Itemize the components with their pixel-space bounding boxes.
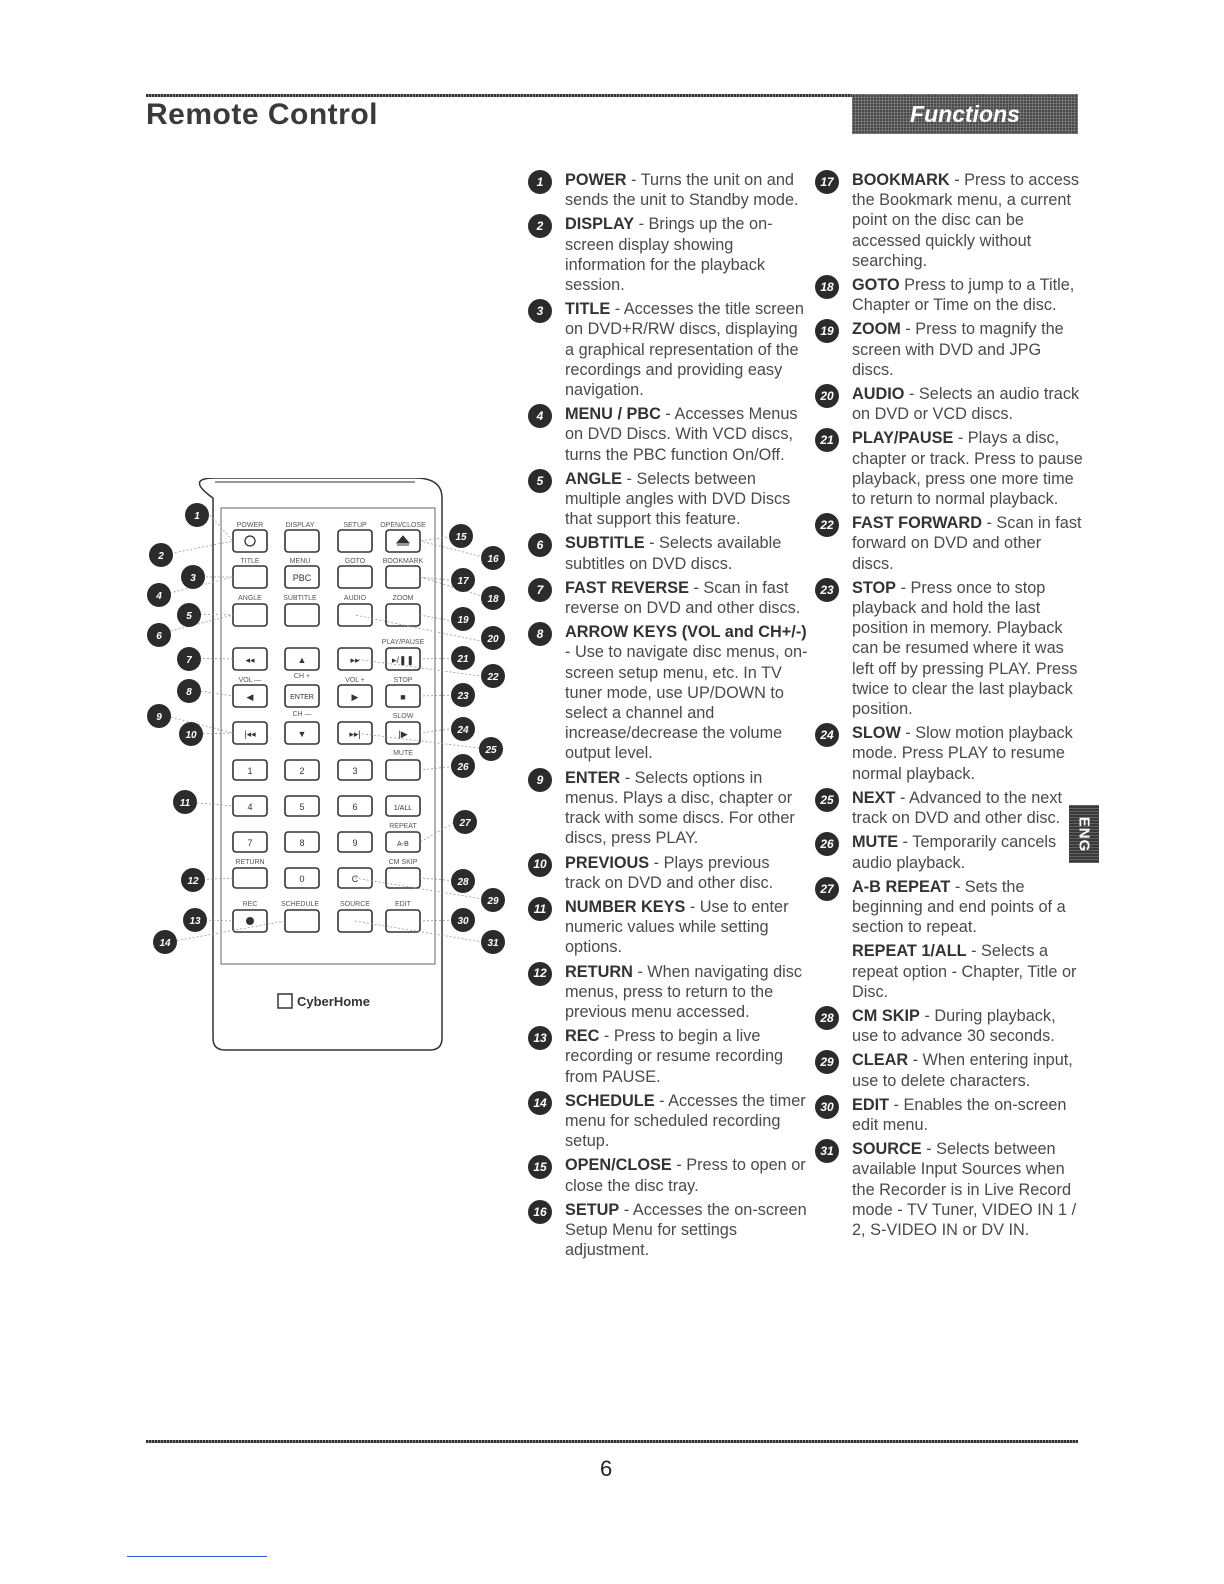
return-key [233, 868, 267, 888]
entry-text: - Press to begin a live recording or resume recording from PAUSE. [565, 1027, 784, 1086]
language-tab-label: ENG [1075, 816, 1093, 852]
entry-number: 3 [528, 299, 552, 323]
function-entry [528, 1091, 808, 1152]
goto-key [338, 566, 372, 588]
label-rec: REC [242, 901, 258, 908]
callout-23: 23 [457, 691, 469, 702]
callout-24: 24 [457, 725, 469, 736]
callout-15: 15 [455, 532, 467, 543]
function-entry [815, 513, 1083, 574]
entry-text: - Accesses the title screen on DVD+R/RW discs, displaying a graphical representation of the recordings and providing easy navigation. [565, 300, 804, 400]
function-entry [528, 170, 808, 210]
function-entry [815, 1006, 1083, 1046]
function-entry [528, 299, 808, 400]
entry-term: EDIT [852, 1095, 890, 1114]
entry-text: Press to jump to a Title, Chapter or Time on the disc. [852, 276, 1075, 315]
callout-25: 25 [485, 745, 497, 756]
entry-term: ANGLE [565, 469, 622, 488]
digit-key-text: 8 [299, 838, 305, 848]
function-entry [528, 622, 808, 763]
up-arrow-icon: ▲ [297, 655, 307, 665]
callout-2: 2 [158, 551, 164, 562]
audio-key [338, 604, 372, 626]
entry-term: A-B REPEAT [852, 877, 951, 896]
callout-29: 29 [487, 896, 499, 907]
label-play-pause: PLAY/PAUSE [381, 639, 425, 646]
right-arrow-icon: ▶ [351, 692, 359, 702]
entry-term: SOURCE [852, 1140, 922, 1159]
function-entry [815, 1095, 1083, 1135]
digit-key-text: 1 [247, 766, 253, 776]
function-entry [528, 1155, 808, 1195]
entry-number: 29 [815, 1050, 839, 1074]
entry-number: 30 [815, 1095, 839, 1119]
entry-number: 2 [528, 214, 552, 238]
callout-1: 1 [194, 511, 200, 522]
label-title: TITLE [240, 558, 260, 565]
label-setup: SETUP [343, 522, 367, 529]
page-title: Remote Control [146, 98, 378, 131]
digit-key-text: 4 [247, 802, 253, 812]
callout-31: 31 [487, 938, 499, 949]
entry-text: - Selects options in menus. Plays a disc, chapter or track with some discs. For other discs, press PLAY. [565, 768, 795, 848]
function-entry [815, 428, 1083, 509]
entry-text: - Press once to stop playback and hold the last position in memory. Playback can be resumed where it was left off by pressing PLAY. Press twice to clear the last playback position. [852, 578, 1078, 719]
entry-number: 12 [528, 962, 552, 986]
pbc-key-text: PBC [292, 573, 312, 583]
entry-number: 1 [528, 170, 552, 194]
enter-key-text: ENTER [290, 694, 314, 701]
function-entry [528, 214, 808, 295]
function-entry [528, 578, 808, 618]
entry-number: 7 [528, 578, 552, 602]
callout-26: 26 [457, 762, 469, 773]
label-slow: SLOW [392, 713, 414, 720]
label-mute: MUTE [393, 750, 413, 757]
entry-text: - Brings up the on-screen display showing information for the playback session. [565, 215, 773, 295]
left-arrow-icon: ◀ [246, 692, 254, 702]
entry-text: - Advanced to the next track on DVD and other disc. [852, 788, 1062, 828]
label-source: SOURCE [340, 901, 370, 908]
entry-number: 31 [815, 1139, 839, 1163]
label-open-close: OPEN/CLOSE [380, 522, 426, 529]
entry-text: - Slow motion playback mode. Press PLAY to resume normal playback. [852, 724, 1073, 783]
setup-key [338, 530, 372, 552]
entry-term: SCHEDULE [565, 1091, 655, 1110]
label-edit: EDIT [395, 901, 411, 908]
function-entry [815, 1139, 1083, 1240]
entry-text: - Sets the beginning and end points of a section to repeat. [852, 877, 1066, 937]
label-cm-skip: CM SKIP [388, 859, 418, 866]
callout-3: 3 [190, 573, 196, 584]
digit-key-text: 9 [352, 838, 358, 848]
callout-16: 16 [487, 554, 499, 565]
entry-number: 11 [528, 897, 552, 921]
entry-text: - Temporarily cancels audio playback. [852, 833, 1057, 872]
entry-text: - Scan in fast forward on DVD and other discs. [852, 514, 1082, 573]
callout-9: 9 [156, 712, 162, 723]
mute-key [386, 760, 420, 780]
function-entry [528, 1200, 808, 1261]
entry-number: 23 [815, 578, 839, 602]
entry-term: FAST REVERSE [565, 578, 689, 597]
function-entry [815, 1050, 1083, 1090]
entry-text: - Press to open or close the disc tray. [565, 1156, 806, 1195]
decorative-line [127, 1556, 267, 1557]
callout-17: 17 [457, 576, 469, 587]
function-entry [815, 170, 1083, 271]
stop-icon: ■ [400, 692, 406, 702]
function-entry [528, 897, 808, 958]
entry-term: PREVIOUS [565, 853, 650, 872]
callout-14: 14 [159, 938, 171, 949]
callout-4: 4 [156, 591, 162, 602]
entry-text: - During playback, use to advance 30 seconds. [852, 1006, 1056, 1046]
footer-rule [146, 1440, 1078, 1443]
clear-key-text: C [351, 874, 359, 884]
functions-column-right [815, 170, 1083, 1244]
entry-number: 25 [815, 788, 839, 812]
brand-name: CyberHome [297, 994, 370, 1009]
callout-7: 7 [186, 655, 192, 666]
entry-number: 19 [815, 319, 839, 343]
repeat-all-key-text: 1/ALL [393, 805, 413, 812]
entry-term: MENU / PBC [565, 405, 661, 424]
entry-number: 17 [815, 170, 839, 194]
label-menu: MENU [289, 558, 311, 565]
label-return: RETURN [235, 859, 265, 866]
label-goto: GOTO [344, 558, 366, 565]
function-entry [815, 578, 1083, 719]
entry-term: DISPLAY [565, 215, 635, 234]
label-schedule: SCHEDULE [280, 901, 320, 908]
function-entry [528, 404, 808, 465]
label-audio: AUDIO [343, 595, 367, 602]
entry-text: - Plays a disc, chapter or track. Press to pause playback, press one more time to return to normal playback. [852, 429, 1083, 509]
entry-number: 22 [815, 513, 839, 537]
entry-text: - Press to access the Bookmark menu, a current point on the disc can be accessed quickly without searching. [852, 171, 1080, 270]
entry-term: POWER [565, 171, 627, 189]
entry-number: 20 [815, 384, 839, 408]
entry-number: 14 [528, 1091, 552, 1115]
function-entry [528, 768, 808, 849]
function-entry [528, 853, 808, 893]
schedule-key [285, 910, 319, 932]
entry-text: - Selects a repeat option - Chapter, Title or Disc. [852, 942, 1077, 1001]
record-icon [246, 917, 254, 925]
callout-6: 6 [156, 631, 162, 642]
entry-text: - Selects between available Input Sources when the Recorder is in Live Record mode - TV Tuner, VIDEO IN 1 / 2, S-VIDEO IN or DV IN. [852, 1140, 1077, 1239]
entry-term: NEXT [852, 788, 896, 807]
entry-text: - Selects between multiple angles with DVD Discs that support this feature. [565, 469, 791, 529]
entry-term: AUDIO [852, 385, 905, 404]
fast-reverse-icon: ◂◂ [245, 655, 255, 665]
callout-12: 12 [187, 876, 199, 887]
digit-key-text: 7 [247, 838, 253, 848]
slow-icon: |▶ [398, 729, 408, 739]
function-entry [815, 275, 1083, 315]
remote-illustration [145, 478, 510, 1053]
cm-skip-key [386, 868, 420, 888]
entry-number: 24 [815, 723, 839, 747]
entry-text: - Turns the unit on and sends the unit to Standby mode. [565, 171, 799, 210]
entry-term: SUBTITLE [565, 534, 645, 553]
entry-number: 4 [528, 404, 552, 428]
digit-key-text: 5 [299, 802, 305, 812]
digit-key-text: 6 [352, 802, 358, 812]
label-power: POWER [236, 522, 264, 529]
entry-text: - Accesses Menus on DVD Discs. With VCD discs, turns the PBC function On/Off. [565, 405, 798, 464]
entry-text: - Selects an audio track on DVD or VCD discs. [852, 385, 1080, 424]
entry-term: SLOW [852, 724, 901, 743]
callout-21: 21 [457, 654, 469, 665]
digit-key-text: 2 [299, 766, 305, 776]
function-entry [528, 1026, 808, 1087]
entry-term: TITLE [565, 300, 611, 319]
function-entry [815, 941, 1083, 1002]
callout-markers [147, 503, 505, 954]
callout-27: 27 [459, 818, 471, 829]
entry-text: - When navigating disc menus, press to return to the previous menu accessed. [565, 962, 803, 1021]
entry-number: 21 [815, 428, 839, 452]
entry-number: 28 [815, 1006, 839, 1030]
zoom-key [386, 604, 420, 626]
entry-number: 5 [528, 469, 552, 493]
callout-13: 13 [189, 916, 201, 927]
callout-22: 22 [487, 672, 499, 683]
entry-text: - Scan in fast reverse on DVD and other discs. [565, 578, 801, 618]
entry-term: BOOKMARK [852, 171, 950, 189]
entry-text: - Use to enter numeric values while setting options. [565, 897, 789, 957]
label-stop: STOP [393, 677, 413, 684]
function-entry [815, 723, 1083, 784]
callout-5: 5 [186, 611, 192, 622]
label-vol-plus: VOL + [345, 677, 365, 684]
entry-term: CLEAR [852, 1051, 909, 1070]
label-vol-minus: VOL — [238, 677, 262, 684]
callout-8: 8 [186, 687, 192, 698]
entry-term: REC [565, 1027, 600, 1046]
power-key [233, 530, 267, 552]
function-entry [815, 832, 1083, 872]
label-repeat: REPEAT [389, 823, 417, 830]
entry-number: 8 [528, 622, 552, 646]
entry-number: 15 [528, 1155, 552, 1179]
function-entry [528, 469, 808, 530]
label-angle: ANGLE [238, 595, 262, 602]
entry-text: - Use to navigate disc menus, on-screen setup menu, etc. In TV tuner mode, use UP/DOWN to select a channel and increase/decrease the volume output level. [565, 643, 808, 763]
callout-30: 30 [457, 916, 469, 927]
entry-term: CM SKIP [852, 1006, 920, 1025]
entry-term: GOTO [852, 276, 900, 295]
entry-term: STOP [852, 578, 897, 597]
play-pause-icon: ▸/❚❚ [391, 655, 415, 665]
entry-text: - Plays previous track on DVD and other disc. [565, 853, 774, 892]
label-ch-plus: CH + [293, 673, 311, 680]
digit-key-text: 0 [299, 874, 305, 884]
language-tab [1069, 805, 1099, 863]
entry-number: 9 [528, 768, 552, 792]
entry-text: - When entering input, use to delete characters. [852, 1051, 1073, 1090]
entry-text: - Accesses the on-screen Setup Menu for settings adjustment. [565, 1200, 807, 1260]
label-ch-minus: CH — [292, 711, 312, 718]
callout-28: 28 [457, 877, 469, 888]
callout-18: 18 [487, 594, 499, 605]
entry-text: - Enables the on-screen edit menu. [852, 1095, 1067, 1134]
entry-number: 10 [528, 853, 552, 877]
function-entry [815, 877, 1083, 938]
entry-text: - Accesses the timer menu for scheduled recording setup. [565, 1091, 806, 1151]
entry-text: - Selects available subtitles on DVD discs. [565, 534, 782, 573]
entry-term: NUMBER KEYS [565, 897, 686, 916]
cyberhome-logo-icon [278, 994, 292, 1008]
entry-term: SETUP [565, 1200, 620, 1219]
function-entry [528, 962, 808, 1023]
entry-number: 13 [528, 1026, 552, 1050]
angle-key [233, 604, 267, 626]
entry-number: 27 [815, 877, 839, 901]
entry-term: PLAY/PAUSE [852, 429, 954, 448]
callout-20: 20 [487, 634, 499, 645]
function-entry [528, 533, 808, 573]
function-entry [815, 319, 1083, 380]
function-entry [815, 384, 1083, 424]
callout-10: 10 [185, 730, 197, 741]
label-zoom: ZOOM [392, 595, 414, 602]
digit-key-text: 3 [352, 766, 358, 776]
section-tab: Functions [852, 94, 1078, 134]
down-arrow-icon: ▼ [297, 729, 307, 739]
entry-term: RETURN [565, 962, 633, 981]
entry-term: MUTE [852, 833, 899, 852]
previous-icon: |◂◂ [244, 729, 256, 739]
fast-forward-icon: ▸▸ [350, 655, 360, 665]
next-icon: ▸▸| [349, 729, 361, 739]
label-bookmark: BOOKMARK [382, 558, 424, 565]
entry-number: 6 [528, 533, 552, 557]
functions-column-left [528, 170, 808, 1264]
title-key [233, 566, 267, 588]
entry-number: 18 [815, 275, 839, 299]
label-display: DISPLAY [285, 522, 315, 529]
display-key [285, 530, 319, 552]
entry-text: - Press to magnify the screen with DVD and JPG discs. [852, 320, 1064, 379]
label-subtitle: SUBTITLE [283, 595, 317, 602]
bookmark-key [386, 566, 420, 588]
entry-number: 26 [815, 832, 839, 856]
callout-11: 11 [179, 798, 191, 809]
entry-term: REPEAT 1/ALL [852, 942, 967, 961]
entry-number: 16 [528, 1200, 552, 1224]
entry-term: FAST FORWARD [852, 514, 982, 533]
entry-term: ARROW KEYS (VOL and CH+/-) [565, 623, 807, 642]
subtitle-key [285, 604, 319, 626]
entry-term: OPEN/CLOSE [565, 1156, 672, 1175]
function-entry [815, 788, 1083, 828]
entry-term: ZOOM [852, 320, 901, 339]
entry-term: ENTER [565, 768, 621, 787]
page-number: 6 [600, 1456, 613, 1481]
callout-19: 19 [457, 615, 469, 626]
ab-repeat-key-text: A-B [397, 841, 409, 848]
